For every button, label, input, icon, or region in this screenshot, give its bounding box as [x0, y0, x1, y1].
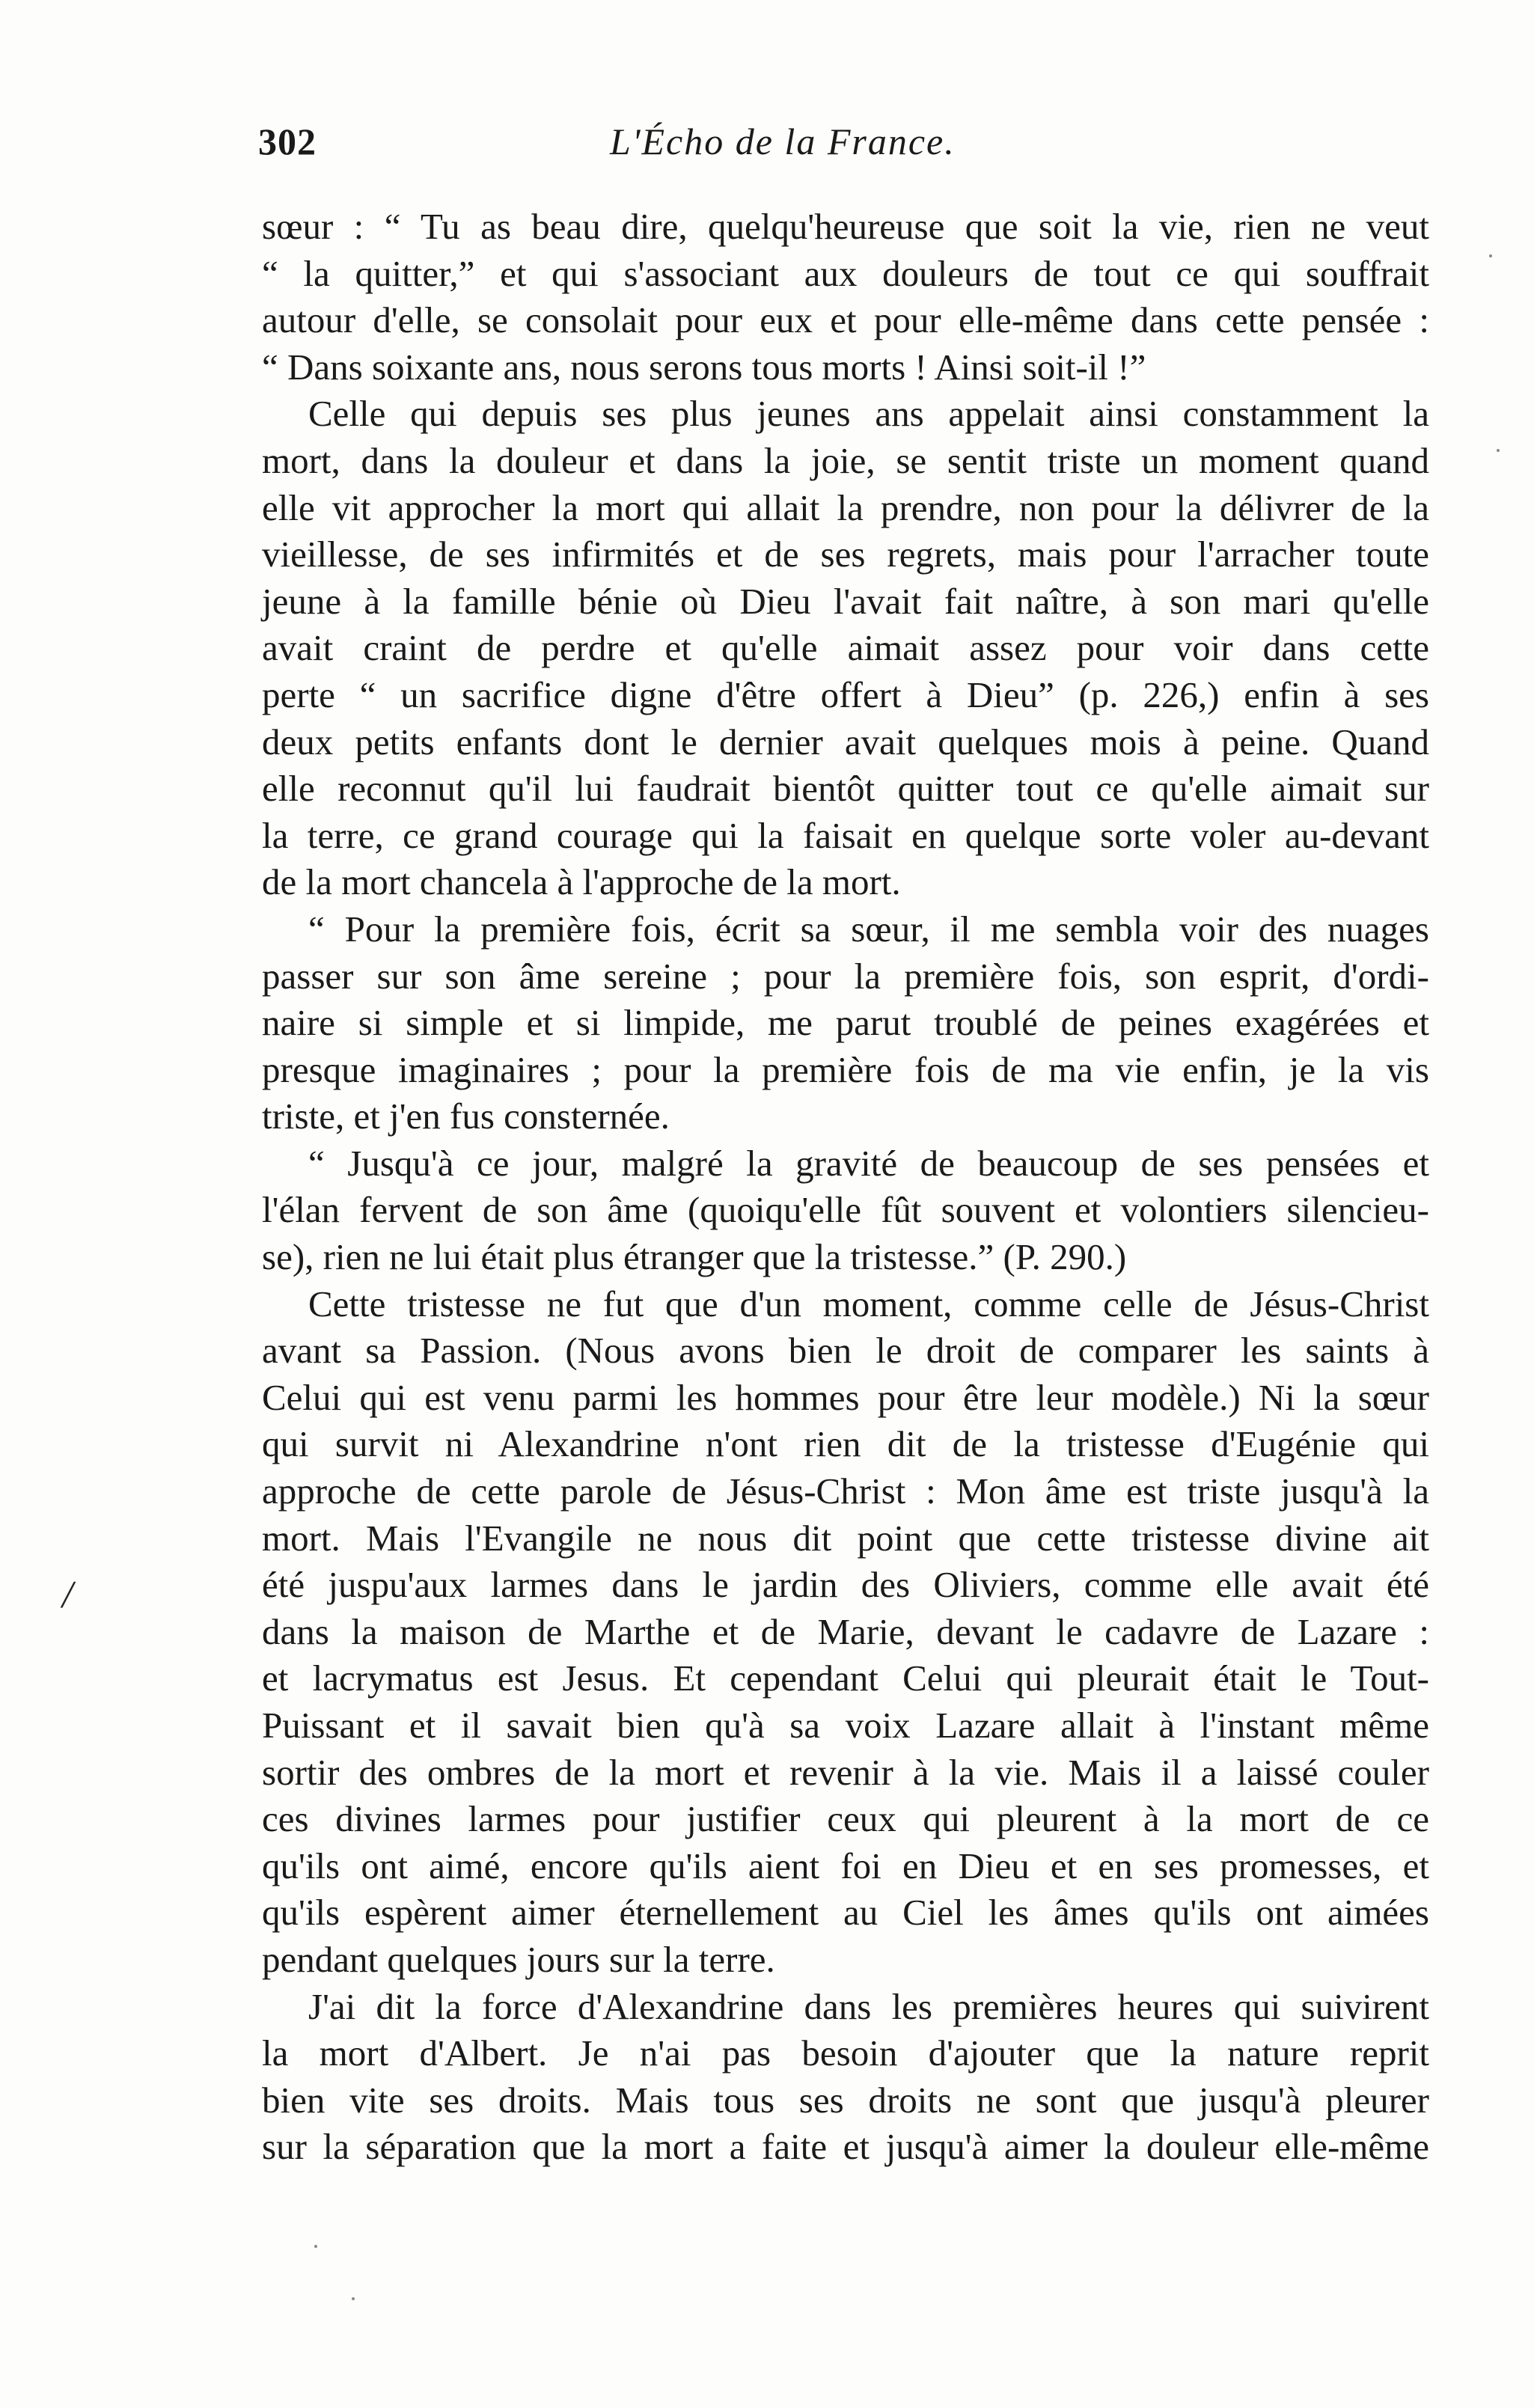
text-line: elle vit approcher la mort qui allait la prendre, non pour la délivrer de la [262, 486, 1429, 528]
text-line: “ la quitter,” et qui s'associant aux douleurs de tout ce qui souffrait [262, 252, 1429, 294]
paragraph-start-line: Celle qui depuis ses plus jeunes ans appelait ainsi constamment la [308, 393, 1429, 435]
text-line: presque imaginaires ; pour la première fois de ma vie enfin, je la vis [262, 1048, 1429, 1090]
text-line: l'élan fervent de son âme (quoiqu'elle fût souvent et volontiers silencieu- [262, 1189, 1429, 1231]
text-line: “ Dans soixante ans, nous serons tous morts ! Ainsi soit-il !” [262, 346, 1146, 388]
page-number: 302 [258, 120, 317, 162]
text-line: qui survit ni Alexandrine n'ont rien dit de la tristesse d'Eugénie qui [262, 1423, 1429, 1465]
page-speck [1497, 449, 1500, 452]
running-title: L'Écho de la France. [610, 120, 956, 162]
text-line: qu'ils espèrent aimer éternellement au Ciel les âmes qu'ils ont aimées [262, 1892, 1429, 1934]
text-line: de la mort chancela à l'approche de la mort. [262, 861, 901, 903]
text-line: avant sa Passion. (Nous avons bien le droit de comparer les saints à [262, 1330, 1429, 1372]
text-line: passer sur son âme sereine ; pour la première fois, son esprit, d'ordi- [262, 955, 1429, 997]
text-line: triste, et j'en fus consternée. [262, 1095, 670, 1137]
text-line: bien vite ses droits. Mais tous ses droits ne sont que jusqu'à pleurer [262, 2079, 1429, 2121]
margin-pencil-mark: / [62, 1574, 73, 1616]
text-line: pendant quelques jours sur la terre. [262, 1938, 775, 1980]
text-line: naire si simple et si limpide, me parut troublé de peines exagérées et [262, 1002, 1429, 1044]
text-line: dans la maison de Marthe et de Marie, devant le cadavre de Lazare : [262, 1610, 1429, 1652]
text-line: mort, dans la douleur et dans la joie, se sentit triste un moment quand [262, 439, 1429, 481]
text-line: Celui qui est venu parmi les hommes pour être leur modèle.) Ni la sœur [262, 1376, 1429, 1418]
text-line: ces divines larmes pour justifier ceux qui pleurent à la mort de ce [262, 1798, 1429, 1840]
text-line: avait craint de perdre et qu'elle aimait assez pour voir dans cette [262, 627, 1429, 669]
text-line: sœur : “ Tu as beau dire, quelqu'heureuse que soit la vie, rien ne veut [262, 206, 1429, 247]
body-text [262, 204, 1429, 2171]
text-line: la terre, ce grand courage qui la faisait en quelque sorte voler au-devant [262, 814, 1429, 856]
text-line: approche de cette parole de Jésus-Christ : Mon âme est triste jusqu'à la [262, 1470, 1429, 1512]
paragraph-start-line: “ Jusqu'à ce jour, malgré la gravité de beaucoup de ses pensées et [308, 1142, 1429, 1184]
text-line: été juspu'aux larmes dans le jardin des Oliviers, comme elle avait été [262, 1564, 1429, 1606]
text-line: qu'ils ont aimé, encore qu'ils aient foi en Dieu et en ses promesses, et [262, 1845, 1429, 1886]
text-line: la mort d'Albert. Je n'ai pas besoin d'ajouter que la nature reprit [262, 2032, 1429, 2074]
page-speck [1489, 254, 1492, 257]
text-line: autour d'elle, se consolait pour eux et pour elle-même dans cette pensée : [262, 299, 1429, 341]
text-line: mort. Mais l'Evangile ne nous dit point que cette tristesse divine ait [262, 1517, 1429, 1559]
text-line: vieillesse, de ses infirmités et de ses regrets, mais pour l'arracher toute [262, 534, 1429, 575]
text-line: sur la séparation que la mort a faite et jusqu'à aimer la douleur elle-même [262, 2126, 1429, 2168]
paragraph-start-line: “ Pour la première fois, écrit sa sœur, il me sembla voir des nuages [308, 908, 1429, 950]
text-line: perte “ un sacrifice digne d'être offert à Dieu” (p. 226,) enfin à ses [262, 673, 1429, 715]
page-speck [314, 2245, 317, 2248]
paragraph-start-line: J'ai dit la force d'Alexandrine dans les premières heures qui suivirent [308, 1985, 1429, 2027]
page-speck [352, 2297, 355, 2300]
paragraph-start-line: Cette tristesse ne fut que d'un moment, comme celle de Jésus-Christ [308, 1283, 1429, 1324]
text-line: elle reconnut qu'il lui faudrait bientôt quitter tout ce qu'elle aimait sur [262, 768, 1429, 810]
text-line: se), rien ne lui était plus étranger que la tristesse.” (P. 290.) [262, 1236, 1127, 1278]
text-line: jeune à la famille bénie où Dieu l'avait fait naître, à son mari qu'elle [262, 580, 1429, 622]
text-line: deux petits enfants dont le dernier avait quelques mois à peine. Quand [262, 721, 1429, 763]
text-line: sortir des ombres de la mort et revenir à la vie. Mais il a laissé couler [262, 1751, 1429, 1793]
running-header [258, 120, 1261, 172]
text-line: Puissant et il savait bien qu'à sa voix Lazare allait à l'instant même [262, 1705, 1429, 1746]
text-line: et lacrymatus est Jesus. Et cependant Celui qui pleurait était le Tout- [262, 1657, 1429, 1699]
